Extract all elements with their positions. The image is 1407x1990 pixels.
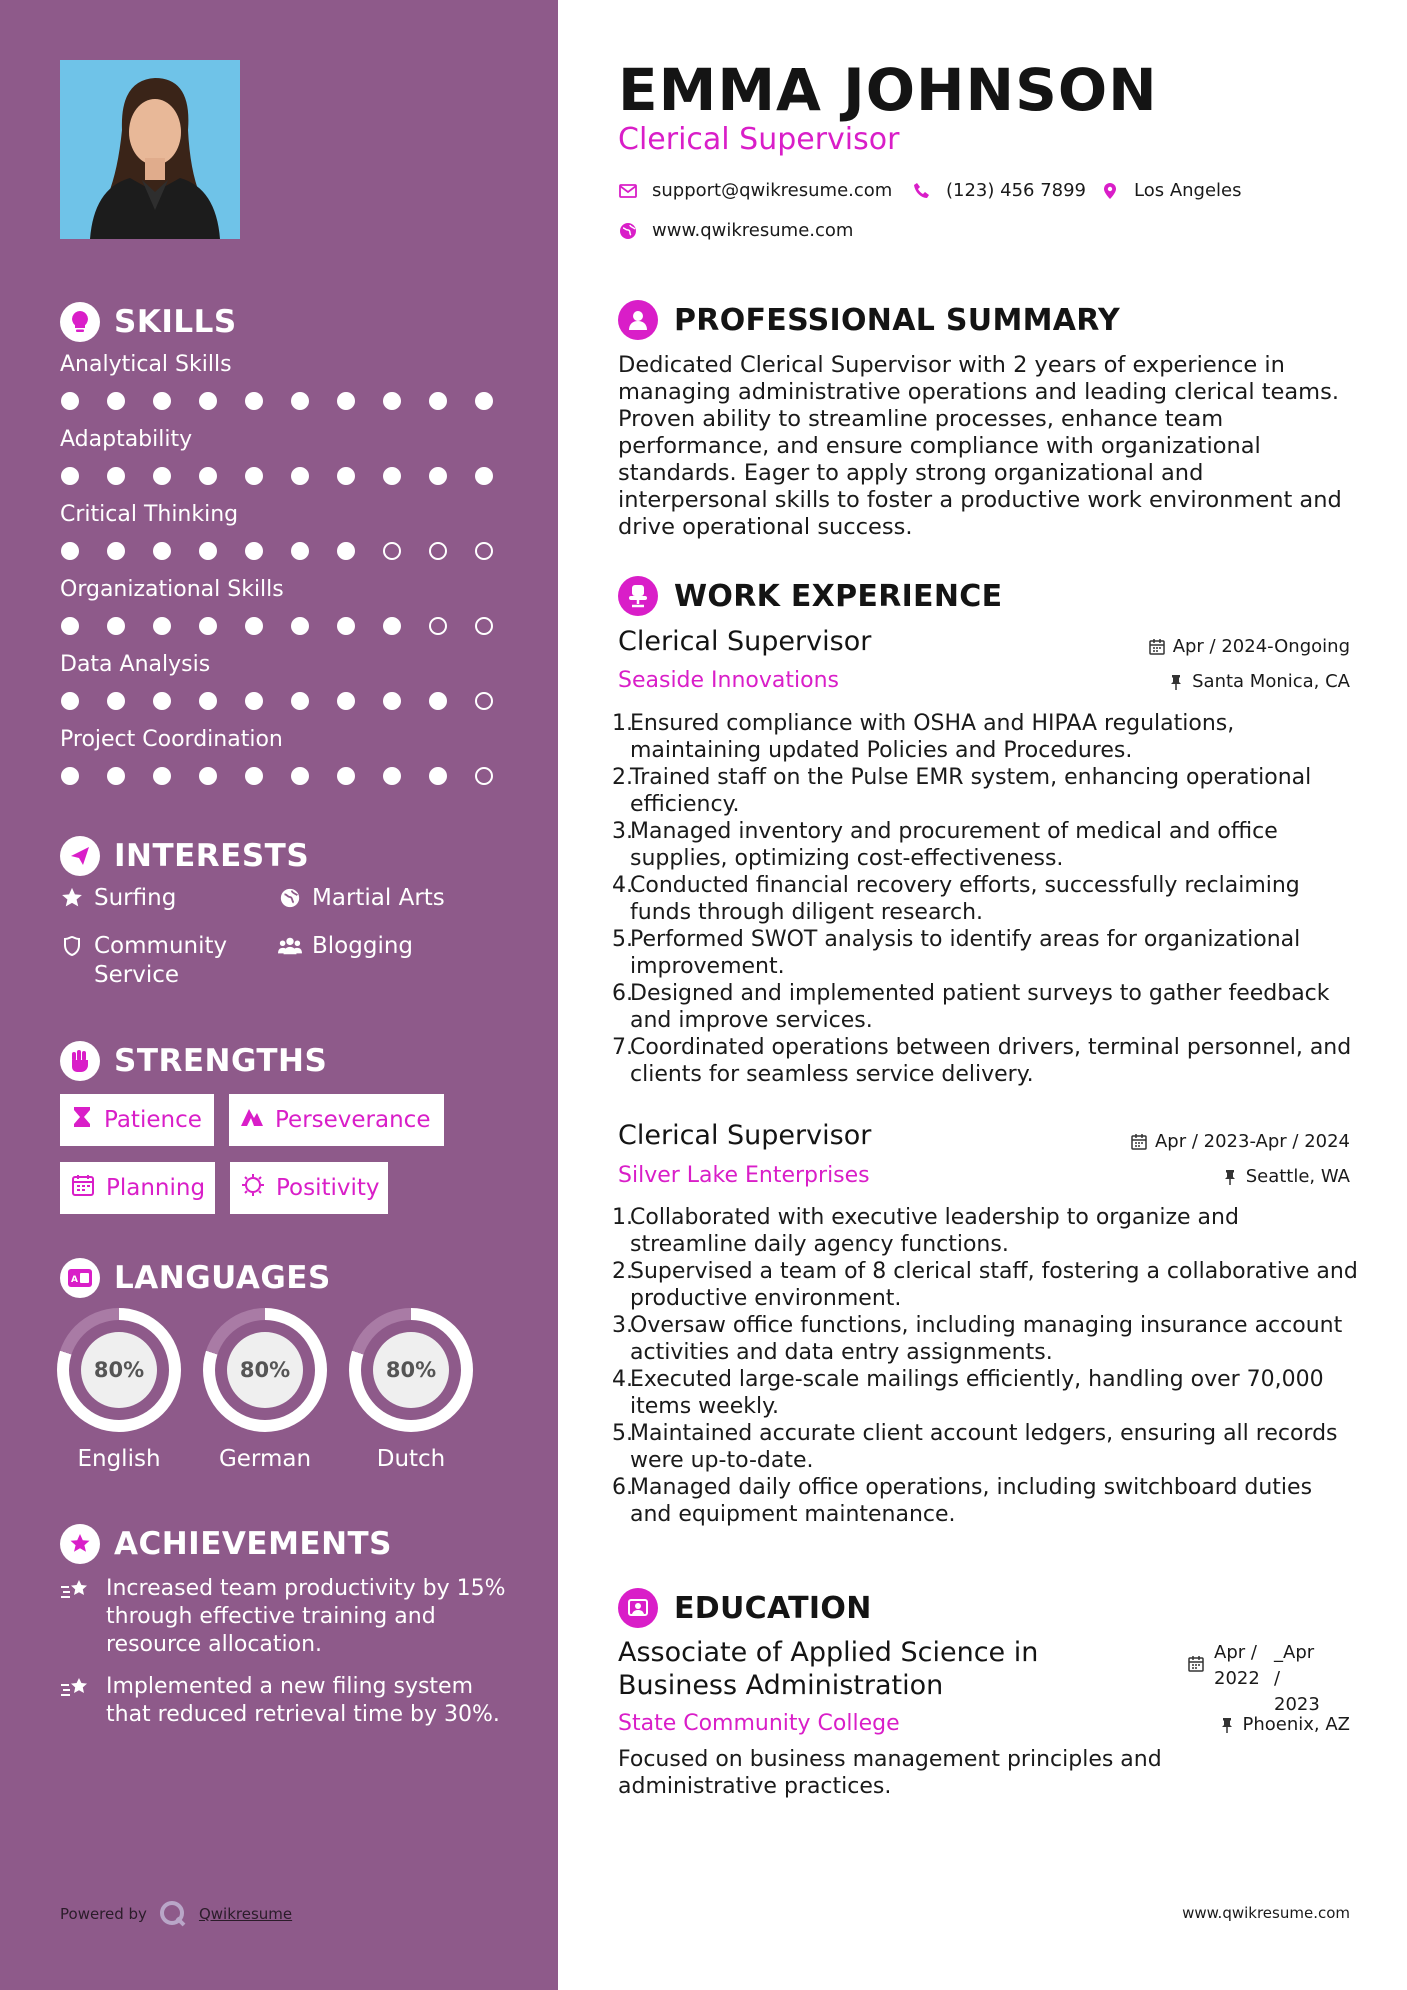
rating-dot bbox=[153, 767, 171, 785]
job-date: Apr / 2024-Ongoing bbox=[1149, 636, 1350, 657]
company-name: Seaside Innovations bbox=[618, 668, 839, 693]
skill-name: Project Coordination bbox=[60, 727, 283, 752]
languages-heading: A LANGUAGES bbox=[60, 1258, 331, 1298]
rating-dot bbox=[107, 542, 125, 560]
paper-plane-icon bbox=[60, 836, 100, 876]
skill-rating bbox=[60, 542, 500, 560]
rating-dot bbox=[107, 767, 125, 785]
star-icon bbox=[60, 884, 84, 912]
rating-dot bbox=[429, 617, 447, 635]
skill-name: Adaptability bbox=[60, 427, 193, 452]
main-content bbox=[558, 0, 1407, 1990]
office-chair-icon bbox=[618, 576, 658, 616]
rating-dot bbox=[291, 467, 309, 485]
contact-location: Los Angeles bbox=[1100, 180, 1242, 201]
bullet-text: Ensured compliance with OSHA and HIPAA regulations, maintaining updated Policies and Procedures. bbox=[630, 711, 1235, 763]
strength-badge: Planning bbox=[60, 1162, 215, 1214]
rating-dot bbox=[153, 392, 171, 410]
rating-dot bbox=[199, 692, 217, 710]
experience-heading: WORK EXPERIENCE bbox=[618, 576, 1002, 616]
rating-dot bbox=[291, 617, 309, 635]
rating-dot bbox=[337, 692, 355, 710]
rating-dot bbox=[291, 392, 309, 410]
degree-title: Associate of Applied Science in Business Administration bbox=[618, 1637, 1039, 1701]
skill-rating bbox=[60, 392, 500, 410]
strength-badge: Positivity bbox=[230, 1162, 388, 1214]
rating-dot bbox=[107, 467, 125, 485]
map-pin-icon bbox=[1100, 181, 1120, 201]
rating-dot bbox=[153, 542, 171, 560]
bullet-text: Managed inventory and procurement of medical and office supplies, optimizing cost-effectiveness. bbox=[630, 819, 1278, 871]
rating-dot bbox=[61, 692, 79, 710]
bullet-number: 2. bbox=[612, 765, 633, 790]
job-location: Seattle, WA bbox=[1222, 1166, 1350, 1187]
rating-dot bbox=[153, 617, 171, 635]
skill-row bbox=[60, 652, 500, 710]
rating-dot bbox=[475, 467, 493, 485]
rating-dot bbox=[429, 467, 447, 485]
profile-photo bbox=[60, 60, 240, 239]
rating-dot bbox=[199, 767, 217, 785]
education-heading: EDUCATION bbox=[618, 1588, 872, 1628]
education-date: Apr / 2022 _Apr / 2023 bbox=[1188, 1640, 1324, 1718]
job-date: Apr / 2023-Apr / 2024 bbox=[1131, 1131, 1350, 1152]
bullet-number: 1. bbox=[612, 711, 633, 736]
bullet-item bbox=[612, 1366, 1358, 1420]
sidebar bbox=[0, 0, 558, 1990]
contact-email[interactable]: support@qwikresume.com bbox=[618, 180, 892, 201]
qwikresume-logo-icon bbox=[159, 1900, 187, 1928]
rating-dot bbox=[475, 692, 493, 710]
contact-phone[interactable]: (123) 456 7899 bbox=[912, 180, 1086, 201]
mountain-icon bbox=[241, 1107, 263, 1133]
skill-row bbox=[60, 427, 500, 485]
rating-dot bbox=[383, 617, 401, 635]
language-icon bbox=[60, 1258, 100, 1298]
candidate-role: Clerical Supervisor bbox=[618, 122, 900, 157]
shooting-star-icon bbox=[60, 1575, 94, 1659]
bullet-number: 7. bbox=[612, 1035, 633, 1060]
candidate-name: EMMA JOHNSON bbox=[618, 56, 1158, 124]
achievement-item: Implemented a new filing system that reduced retrieval time by 30%. bbox=[60, 1673, 510, 1729]
skill-row bbox=[60, 727, 500, 785]
bullet-item bbox=[612, 764, 1358, 818]
pushpin-icon bbox=[1219, 1716, 1235, 1734]
skill-name: Analytical Skills bbox=[60, 352, 232, 377]
rating-dot bbox=[107, 617, 125, 635]
interest-item: Surfing bbox=[60, 884, 176, 913]
bullet-number: 3. bbox=[612, 819, 633, 844]
rating-dot bbox=[337, 392, 355, 410]
summary-text: Dedicated Clerical Supervisor with 2 years of experience in managing administrative operations and leading clerical teams. Proven ability to streamline processes, enhance team performance, and ensure compliance with organizational standards. Eager to apply strong organizational and interpersonal skills to foster a productive work environment and drive operational success. bbox=[618, 352, 1342, 540]
rating-dot bbox=[429, 542, 447, 560]
rating-dot bbox=[383, 542, 401, 560]
rating-dot bbox=[61, 617, 79, 635]
fist-icon bbox=[60, 1041, 100, 1081]
rating-dot bbox=[199, 467, 217, 485]
job-location: Santa Monica, CA bbox=[1168, 671, 1350, 692]
bullet-number: 4. bbox=[612, 873, 633, 898]
svg-text:A: A bbox=[71, 1275, 78, 1285]
rating-dot bbox=[383, 767, 401, 785]
bullet-item bbox=[612, 1258, 1358, 1312]
skill-name: Critical Thinking bbox=[60, 502, 239, 527]
rating-dot bbox=[107, 692, 125, 710]
qwikresume-link[interactable]: Qwikresume bbox=[198, 1905, 293, 1923]
users-icon bbox=[278, 932, 302, 960]
calendar-icon bbox=[1131, 1133, 1147, 1151]
rating-dot bbox=[245, 767, 263, 785]
strengths-heading: STRENGTHS bbox=[60, 1041, 327, 1081]
skill-rating bbox=[60, 617, 500, 635]
bullet-text: Maintained accurate client account ledgers, ensuring all records were up-to-date. bbox=[630, 1421, 1338, 1473]
company-name: Silver Lake Enterprises bbox=[618, 1163, 870, 1188]
bullet-item bbox=[612, 710, 1358, 764]
skill-rating bbox=[60, 467, 500, 485]
globe-icon bbox=[278, 884, 302, 912]
bullet-number: 6. bbox=[612, 1475, 633, 1500]
interests-heading: INTERESTS bbox=[60, 836, 309, 876]
interest-item: Blogging bbox=[278, 932, 413, 961]
graduation-icon bbox=[618, 1588, 658, 1628]
bullet-item bbox=[612, 818, 1358, 872]
rating-dot bbox=[61, 467, 79, 485]
education-location: Phoenix, AZ bbox=[1219, 1714, 1351, 1735]
bullet-number: 4. bbox=[612, 1367, 633, 1392]
rating-dot bbox=[337, 467, 355, 485]
pushpin-icon bbox=[1168, 673, 1184, 691]
rating-dot bbox=[429, 392, 447, 410]
rating-dot bbox=[245, 392, 263, 410]
rating-dot bbox=[153, 467, 171, 485]
bullet-text: Performed SWOT analysis to identify areas for organizational improvement. bbox=[630, 927, 1301, 979]
job-bullets bbox=[612, 1204, 1358, 1528]
skills-heading: SKILLS bbox=[60, 302, 237, 342]
rating-dot bbox=[199, 542, 217, 560]
globe-icon bbox=[618, 221, 638, 241]
rating-dot bbox=[291, 542, 309, 560]
rating-dot bbox=[291, 767, 309, 785]
bullet-text: Oversaw office functions, including managing insurance account activities and data entry assignments. bbox=[630, 1313, 1343, 1365]
bullet-item bbox=[612, 926, 1358, 980]
rating-dot bbox=[61, 767, 79, 785]
school-name: State Community College bbox=[618, 1711, 900, 1736]
skill-row bbox=[60, 577, 500, 635]
rating-dot bbox=[475, 767, 493, 785]
calendar-icon bbox=[72, 1174, 94, 1202]
rating-dot bbox=[475, 617, 493, 635]
skill-rating bbox=[60, 767, 500, 785]
rating-dot bbox=[199, 617, 217, 635]
skill-name: Organizational Skills bbox=[60, 577, 284, 602]
rating-dot bbox=[337, 767, 355, 785]
calendar-icon bbox=[1149, 638, 1165, 656]
interest-item: Community Service bbox=[60, 932, 250, 990]
rating-dot bbox=[153, 692, 171, 710]
bullet-text: Conducted financial recovery efforts, successfully reclaiming funds through diligent research. bbox=[630, 873, 1300, 925]
interest-item: Martial Arts bbox=[278, 884, 445, 913]
rating-dot bbox=[475, 542, 493, 560]
language-ring: 80% German bbox=[203, 1308, 327, 1472]
job-title: Clerical Supervisor bbox=[618, 626, 872, 657]
achievement-item: Increased team productivity by 15% through effective training and resource allocation. bbox=[60, 1575, 510, 1659]
bullet-number: 5. bbox=[612, 1421, 633, 1446]
bullet-item bbox=[612, 1034, 1358, 1088]
rating-dot bbox=[245, 467, 263, 485]
bullet-number: 5. bbox=[612, 927, 633, 952]
skill-row bbox=[60, 502, 500, 560]
rating-dot bbox=[337, 617, 355, 635]
calendar-icon bbox=[1188, 1640, 1204, 1718]
rating-dot bbox=[61, 542, 79, 560]
bullet-text: Managed daily office operations, including switchboard duties and equipment maintenance. bbox=[630, 1475, 1313, 1527]
rating-dot bbox=[383, 392, 401, 410]
star-burst-icon bbox=[60, 1524, 100, 1564]
job-bullets bbox=[612, 710, 1358, 1088]
bullet-number: 3. bbox=[612, 1313, 633, 1338]
powered-by: Powered by Qwikresume bbox=[60, 1900, 292, 1928]
hourglass-icon bbox=[72, 1106, 92, 1134]
skill-rating bbox=[60, 692, 500, 710]
shooting-star-icon bbox=[60, 1673, 94, 1729]
contact-website[interactable]: www.qwikresume.com bbox=[618, 220, 853, 241]
bullet-text: Supervised a team of 8 clerical staff, fostering a collaborative and productive environment. bbox=[630, 1259, 1358, 1311]
rating-dot bbox=[429, 692, 447, 710]
language-ring: 80% English bbox=[57, 1308, 181, 1472]
bullet-number: 6. bbox=[612, 981, 633, 1006]
rating-dot bbox=[291, 692, 309, 710]
rating-dot bbox=[337, 542, 355, 560]
rating-dot bbox=[245, 692, 263, 710]
rating-dot bbox=[245, 617, 263, 635]
bullet-text: Executed large-scale mailings efficiently, handling over 70,000 items weekly. bbox=[630, 1367, 1324, 1419]
achievements-heading: ACHIEVEMENTS bbox=[60, 1524, 392, 1564]
rating-dot bbox=[383, 467, 401, 485]
bullet-item bbox=[612, 1474, 1358, 1528]
phone-icon bbox=[912, 181, 932, 201]
bullet-text: Designed and implemented patient surveys to gather feedback and improve services. bbox=[630, 981, 1330, 1033]
bullet-item bbox=[612, 1420, 1358, 1474]
footer-website[interactable]: www.qwikresume.com bbox=[1182, 1904, 1350, 1922]
pushpin-icon bbox=[1222, 1168, 1238, 1186]
user-icon bbox=[618, 300, 658, 340]
shield-icon bbox=[60, 932, 84, 960]
rating-dot bbox=[61, 392, 79, 410]
bullet-text: Collaborated with executive leadership to organize and streamline daily agency functions. bbox=[630, 1205, 1239, 1257]
bullet-text: Trained staff on the Pulse EMR system, enhancing operational efficiency. bbox=[630, 765, 1312, 817]
bullet-item bbox=[612, 1312, 1358, 1366]
skill-row bbox=[60, 352, 500, 410]
rating-dot bbox=[475, 392, 493, 410]
bullet-item bbox=[612, 980, 1358, 1034]
sun-icon bbox=[242, 1174, 264, 1202]
bullet-number: 2. bbox=[612, 1259, 633, 1284]
skill-name: Data Analysis bbox=[60, 652, 211, 677]
education-description: Focused on business management principles and administrative practices. bbox=[618, 1747, 1162, 1799]
rating-dot bbox=[429, 767, 447, 785]
bullet-text: Coordinated operations between drivers, terminal personnel, and clients for seamless service delivery. bbox=[630, 1035, 1352, 1087]
strength-badge: Perseverance bbox=[229, 1094, 444, 1146]
envelope-icon bbox=[618, 181, 638, 201]
language-ring: 80% Dutch bbox=[349, 1308, 473, 1472]
rating-dot bbox=[199, 392, 217, 410]
bullet-item bbox=[612, 872, 1358, 926]
rating-dot bbox=[383, 692, 401, 710]
summary-heading: PROFESSIONAL SUMMARY bbox=[618, 300, 1120, 340]
rating-dot bbox=[245, 542, 263, 560]
bullet-number: 1. bbox=[612, 1205, 633, 1230]
job-title: Clerical Supervisor bbox=[618, 1120, 872, 1151]
strength-badge: Patience bbox=[60, 1094, 214, 1146]
lightbulb-icon bbox=[60, 302, 100, 342]
bullet-item bbox=[612, 1204, 1358, 1258]
rating-dot bbox=[107, 392, 125, 410]
